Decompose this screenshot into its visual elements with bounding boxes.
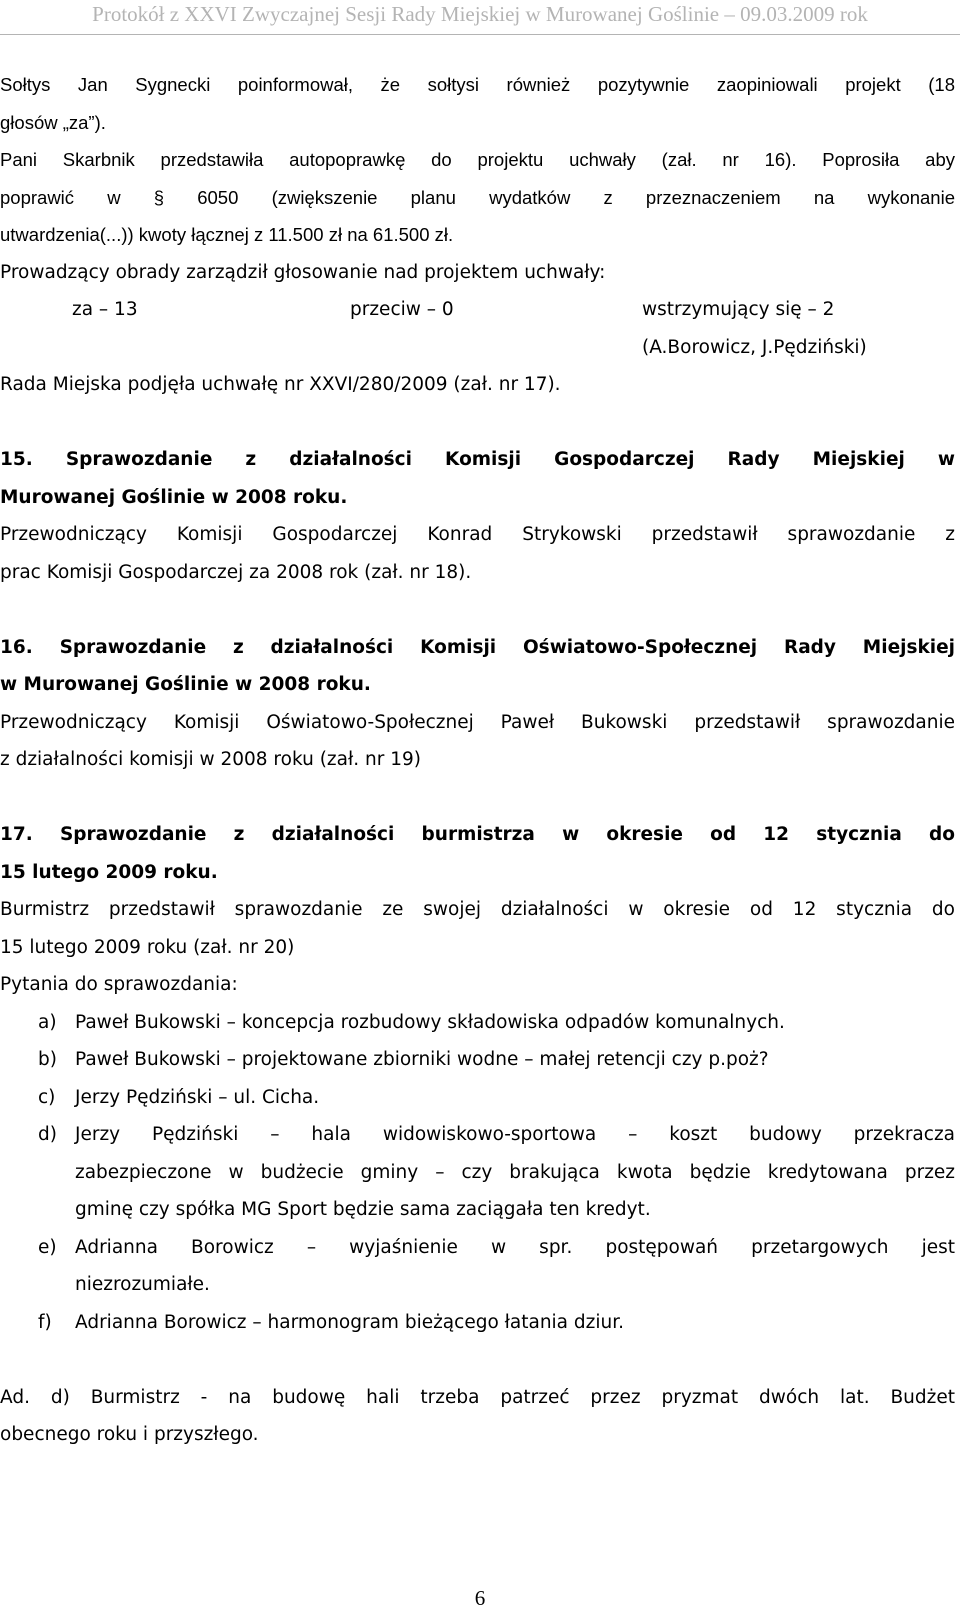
section-16-heading: 16. Sprawozdanie z działalności Komisji Oświatowo-Społecznej Rady Miejskiej	[0, 636, 955, 658]
section-15-heading: 15. Sprawozdanie z działalności Komisji Gospodarczej Rady Miejskiej w	[0, 449, 955, 470]
list-item-text: Adrianna Borowicz – harmonogram bieżącego łatania dziur.	[75, 1311, 625, 1333]
vote-przeciw: przeciw – 0	[350, 299, 454, 320]
list-item-text: Jerzy Pędziński – ul. Cicha.	[75, 1086, 320, 1108]
list-item	[0, 1304, 955, 1342]
list-marker: f)	[38, 1311, 52, 1333]
header-divider	[0, 34, 960, 35]
list-item-continuation: zabezpieczone w budżecie gminy – czy brakująca kwota będzie kredytowana przez	[75, 1161, 955, 1183]
list-item	[0, 1079, 955, 1117]
vote-za: za – 13	[72, 299, 138, 320]
vote-wstrzym-names: (A.Borowicz, J.Pędziński)	[642, 336, 867, 358]
list-item	[0, 1229, 955, 1267]
document-body	[0, 66, 955, 1454]
section-16-body: Przewodniczący Komisji Oświatowo-Społecznej Paweł Bukowski przedstawił sprawozdanie	[0, 711, 955, 733]
list-item-text: Paweł Bukowski – projektowane zbiorniki wodne – małej retencji czy p.poż?	[75, 1049, 769, 1070]
page-header-title: Protokół z XXVI Zwyczajnej Sesji Rady Miejskiej w Murowanej Goślinie – 09.03.2009 rok	[92, 2, 868, 26]
list-item-text: Adrianna Borowicz – wyjaśnienie w spr. postępowań przetargowych jest	[75, 1236, 955, 1258]
answer-text: obecnego roku i przyszłego.	[0, 1424, 259, 1445]
answer-text: Ad. d) Burmistrz - na budowę hali trzeba patrzeć przez pryzmat dwóch lat. Budżet	[0, 1386, 955, 1408]
intro-line: Pani Skarbnik przedstawiła autopoprawkę do projektu uchwały (zał. nr 16). Poprosiła aby	[0, 149, 955, 170]
list-marker: e)	[38, 1236, 57, 1258]
list-item-continuation: gminę czy spółka MG Sport będzie sama zaciągała ten kredyt.	[75, 1199, 651, 1220]
section-16-body: z działalności komisji w 2008 roku (zał. nr 19)	[0, 749, 421, 770]
questions-label: Pytania do sprawozdania:	[0, 974, 238, 995]
intro-line: Sołtys Jan Sygnecki poinformował, że sołtysi również pozytywnie zaopiniowali projekt (18	[0, 74, 955, 95]
intro-line: poprawić w § 6050 (zwiększenie planu wydatków z przeznaczeniem na wykonanie	[0, 186, 955, 208]
section-15-body: Przewodniczący Komisji Gospodarczej Konrad Strykowski przedstawił sprawozdanie z	[0, 524, 955, 545]
page-number: 6	[474, 1586, 486, 1610]
resolution: Rada Miejska podjęła uchwałę nr XXVI/280/2009 (zał. nr 17).	[0, 374, 561, 395]
vote-intro: Prowadzący obrady zarządził głosowanie nad projektem uchwały:	[0, 261, 606, 283]
intro-line: głosów „za”).	[0, 111, 106, 133]
list-item	[0, 1041, 955, 1079]
list-marker: a)	[38, 1011, 57, 1033]
section-15-body: prac Komisji Gospodarczej za 2008 rok (zał. nr 18).	[0, 561, 472, 583]
list-marker: c)	[38, 1086, 56, 1108]
section-15-heading: Murowanej Goślinie w 2008 roku.	[0, 486, 348, 508]
section-17-body: Burmistrz przedstawił sprawozdanie ze swojej działalności w okresie od 12 stycznia do	[0, 899, 955, 920]
list-item	[0, 1116, 955, 1154]
list-marker: b)	[38, 1049, 57, 1070]
section-17-heading: 17. Sprawozdanie z działalności burmistrza w okresie od 12 stycznia do	[0, 824, 955, 845]
vote-abstain-names	[0, 329, 955, 367]
list-item-text: Jerzy Pędziński – hala widowiskowo-sportowa – koszt budowy przekracza	[75, 1124, 955, 1145]
list-item-continuation: niezrozumiałe.	[75, 1274, 210, 1295]
intro-line: utwardzenia(...)) kwoty łącznej z 11.500 zł na 61.500 zł.	[0, 224, 454, 245]
section-17-body: 15 lutego 2009 roku (zał. nr 20)	[0, 936, 295, 958]
vote-results	[0, 291, 955, 329]
section-17-heading: 15 lutego 2009 roku.	[0, 861, 218, 883]
vote-wstrzym: wstrzymujący się – 2	[642, 299, 835, 320]
list-item	[0, 1004, 955, 1042]
list-item-text: Paweł Bukowski – koncepcja rozbudowy składowiska odpadów komunalnych.	[75, 1011, 785, 1033]
section-16-heading: w Murowanej Goślinie w 2008 roku.	[0, 674, 371, 695]
list-marker: d)	[38, 1124, 57, 1145]
